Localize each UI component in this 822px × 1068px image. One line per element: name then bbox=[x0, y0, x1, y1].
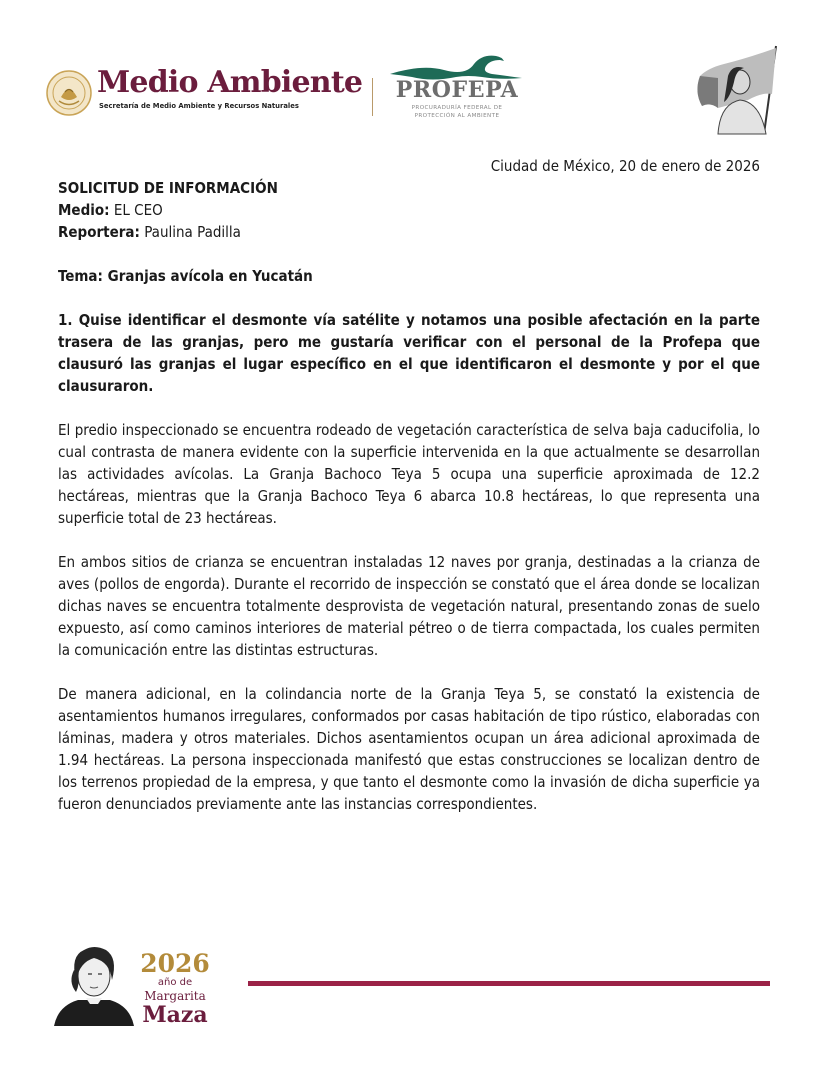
document-body bbox=[58, 155, 760, 815]
date-line: Ciudad de México, 20 de enero de 2026 bbox=[490, 157, 760, 175]
footer-name-first: Margarita bbox=[144, 989, 206, 1003]
footer-rule bbox=[248, 981, 770, 986]
profepa-eagle-icon bbox=[382, 50, 527, 80]
agency-subtitle-line1: PROCURADURÍA FEDERAL DE bbox=[411, 105, 503, 111]
ministry-logo-subtitle: Secretaría de Medio Ambiente y Recursos Naturales bbox=[99, 102, 299, 110]
medio-label: Medio: bbox=[58, 201, 110, 219]
national-seal-icon bbox=[46, 70, 92, 116]
margarita-maza-year-lockup bbox=[139, 950, 211, 1027]
medio-line bbox=[58, 199, 760, 221]
medio-value: EL CEO bbox=[113, 201, 163, 219]
answer-paragraph-2: En ambos sitios de crianza se encuentran instaladas 12 naves por granja, destinadas a la crianza de aves (pollos de engorda). Durante el recorrido de inspección se constató que el área donde se localizan dichas naves se encuentra totalmente desprovista de vegetación natural, presentando zonas de suelo expuesto, así como caminos interiores de material pétreo o de tierra compactada, los cuales permiten la comunicación entre las distintas estructuras. bbox=[58, 553, 760, 659]
answer-paragraph-1: El predio inspeccionado se encuentra rodeado de vegetación característica de selva baja caducifolia, lo cual contrasta de manera evidente con la superficie intervenida en la que actualmente se desarrollan las actividades avícolas. La Granja Bachoco Teya 5 ocupa una superficie aproximada de 12.2 hectáreas, mientras que la Granja Bachoco Teya 6 abarca 10.8 hectáreas, lo que representa una superficie total de 23 hectáreas. bbox=[58, 421, 760, 527]
topic-line: Tema: Granjas avícola en Yucatán bbox=[58, 267, 313, 285]
agency-subtitle-line2: PROTECCIÓN AL AMBIENTE bbox=[414, 113, 500, 119]
flag-bearer-heroine-icon bbox=[688, 42, 788, 138]
footer-name-last: Maza bbox=[142, 1002, 208, 1028]
ministry-logo bbox=[97, 66, 362, 111]
agency-logo-subtitle bbox=[412, 104, 503, 120]
ministry-logo-title: Medio Ambiente bbox=[97, 65, 363, 100]
letterhead bbox=[0, 0, 822, 145]
reportera-label: Reportera: bbox=[58, 223, 140, 241]
agency-logo-title: PROFEPA bbox=[395, 77, 519, 103]
reportera-value: Paulina Padilla bbox=[144, 223, 241, 241]
footer-ano-de: año de bbox=[157, 977, 193, 988]
margarita-maza-portrait-icon bbox=[52, 940, 136, 1026]
reportera-line bbox=[58, 221, 760, 243]
document-heading: SOLICITUD DE INFORMACIÓN bbox=[58, 179, 278, 197]
footer-year: 2026 bbox=[140, 949, 210, 978]
agency-logo bbox=[388, 78, 526, 120]
question-text: 1. Quise identificar el desmonte vía satélite y notamos una posible afectación en la parte trasera de las granjas, pero me gustaría verificar con el personal de la Profepa que clausuró las granjas el lugar específico en el que identificaron el desmonte y por el que clausuraron. bbox=[58, 311, 760, 395]
logo-divider bbox=[372, 78, 373, 116]
answer-paragraph-3: De manera adicional, en la colindancia norte de la Granja Teya 5, se constató la existencia de asentamientos humanos irregulares, conformados por casas habitación de tipo rústico, elaboradas con láminas, madera y otros materiales. Dichos asentamientos ocupan un área adicional aproximada de 1.94 hectáreas. La persona inspeccionada manifestó que estas construcciones se localizan dentro de los terrenos propiedad de la empresa, y que tanto el desmonte como la invasión de dicha superficie ya fueron denunciados previamente ante las instancias correspondientes. bbox=[58, 685, 760, 813]
